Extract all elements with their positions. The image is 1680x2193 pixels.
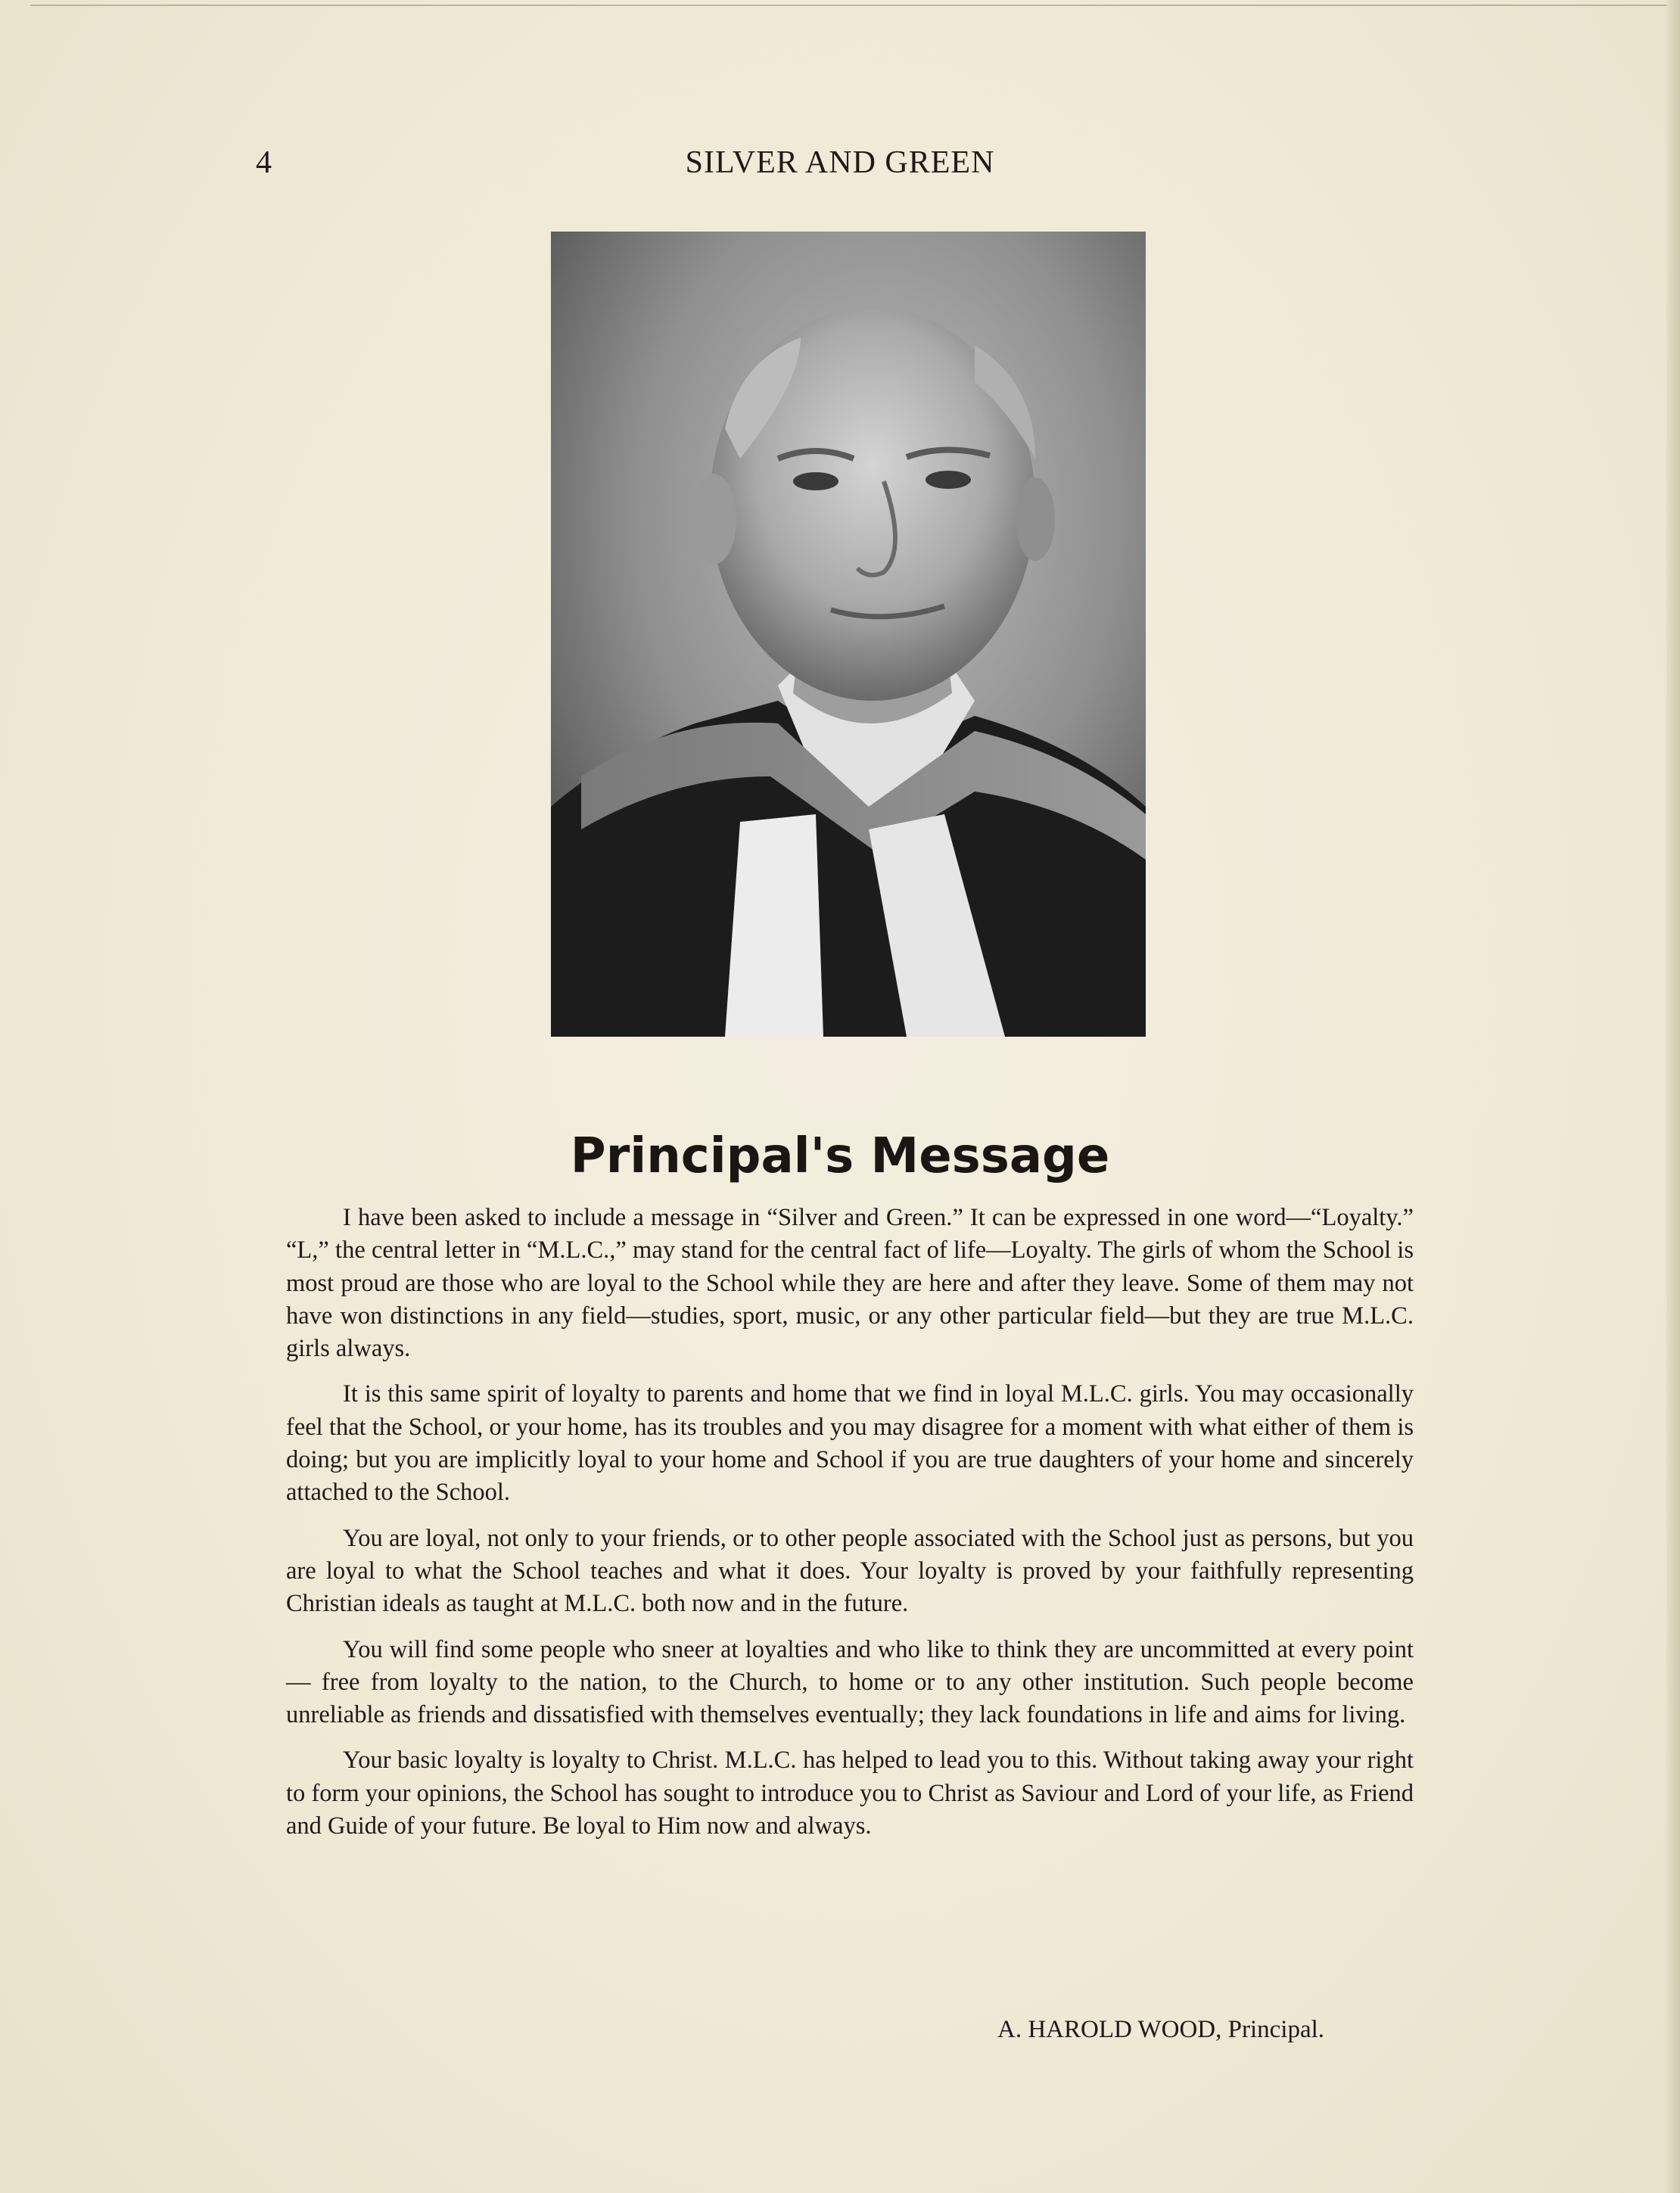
running-head: SILVER AND GREEN [685,145,995,180]
paragraph: It is this same spirit of loyalty to parents and home that we find in loyal M.L.C. girls. You may occasionally feel that the School, or your home, has its troubles and you may disagree for a moment with what either of them is doing; but you are implicitly loyal to your home and School if you are true daughters of your home and sincerely attached to the School. [286,1380,1414,1507]
article-title: Principal's Message [570,1128,1110,1184]
paragraph: Your basic loyalty is loyalty to Christ. M.L.C. has helped to lead you to this. Without taking away your right to form your opinions, the School has sought to introduce you to Christ as Saviour and Lord of your life, as Friend and Guide of your future. Be loyal to Him now and always. [286,1747,1414,1840]
paragraph: You will find some people who sneer at loyalties and who like to think they are uncommitted at every point — free from loyalty to the nation, to the Church, to home or to any other institution. Such people become unreliable as friends and dissatisfied with themselves eventually; they lack foundations in life and aims for living. [286,1635,1414,1729]
paragraph: You are loyal, not only to your friends, or to other people associated with the School just as persons, but you are loyal to what the School teaches and what it does. Your loyalty is proved by your faithfully representing Christian ideals as taught at M.L.C. both now and in the future. [286,1524,1414,1618]
page-right-edge [1666,0,1680,2193]
paragraph: I have been asked to include a message in “Silver and Green.” It can be expressed in one word—“Loyalty.” “L,” the central letter in “M.L.C.,” may stand for the central fact of life—Loyalty. The girls of whom the School is most proud are those who are loyal to the School while they are here and after they leave. Some of them may not have won distinctions in any field—studies, sport, music, or any other particular field—but they are true M.L.C. girls always. [286,1204,1414,1363]
principal-portrait-photo [551,232,1146,1037]
portrait-image [551,232,1146,1037]
page-top-edge [30,5,1680,6]
page-number: 4 [256,145,272,180]
signature: A. HAROLD WOOD, Principal. [997,2016,1325,2043]
article-body [286,1202,1414,1855]
